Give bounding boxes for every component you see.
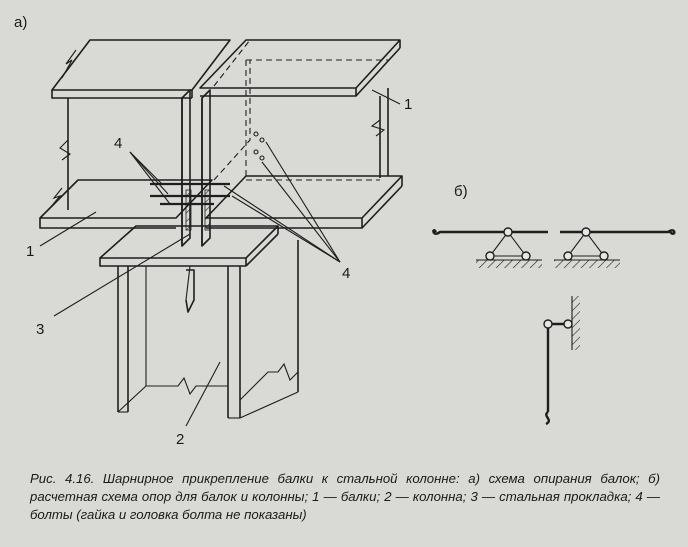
panel-a-label: а) xyxy=(14,14,28,31)
callout-bolts-right: 4 xyxy=(342,265,351,282)
column-stiffeners xyxy=(182,40,264,246)
callout-beam-left: 1 xyxy=(26,243,35,260)
callout-pad: 3 xyxy=(36,321,45,338)
beam-support-scheme xyxy=(433,228,674,268)
callout-bolts-left: 4 xyxy=(114,135,123,152)
column-support-scheme xyxy=(544,296,580,424)
callout-beam-right: 1 xyxy=(404,96,413,113)
steel-pad xyxy=(100,226,278,266)
panel-b-label: б) xyxy=(454,183,468,200)
callout-column: 2 xyxy=(176,431,185,448)
figure-caption: Рис. 4.16. Шарнирное прикрепление балки к стальной колонне: а) схема опирания балок; б) расчетная схема опор для балок и колонны; 1 — балки; 2 — колонна; 3 — стальная прокладка; 4 — болты (гайка и головка болта не показаны) xyxy=(30,471,660,522)
